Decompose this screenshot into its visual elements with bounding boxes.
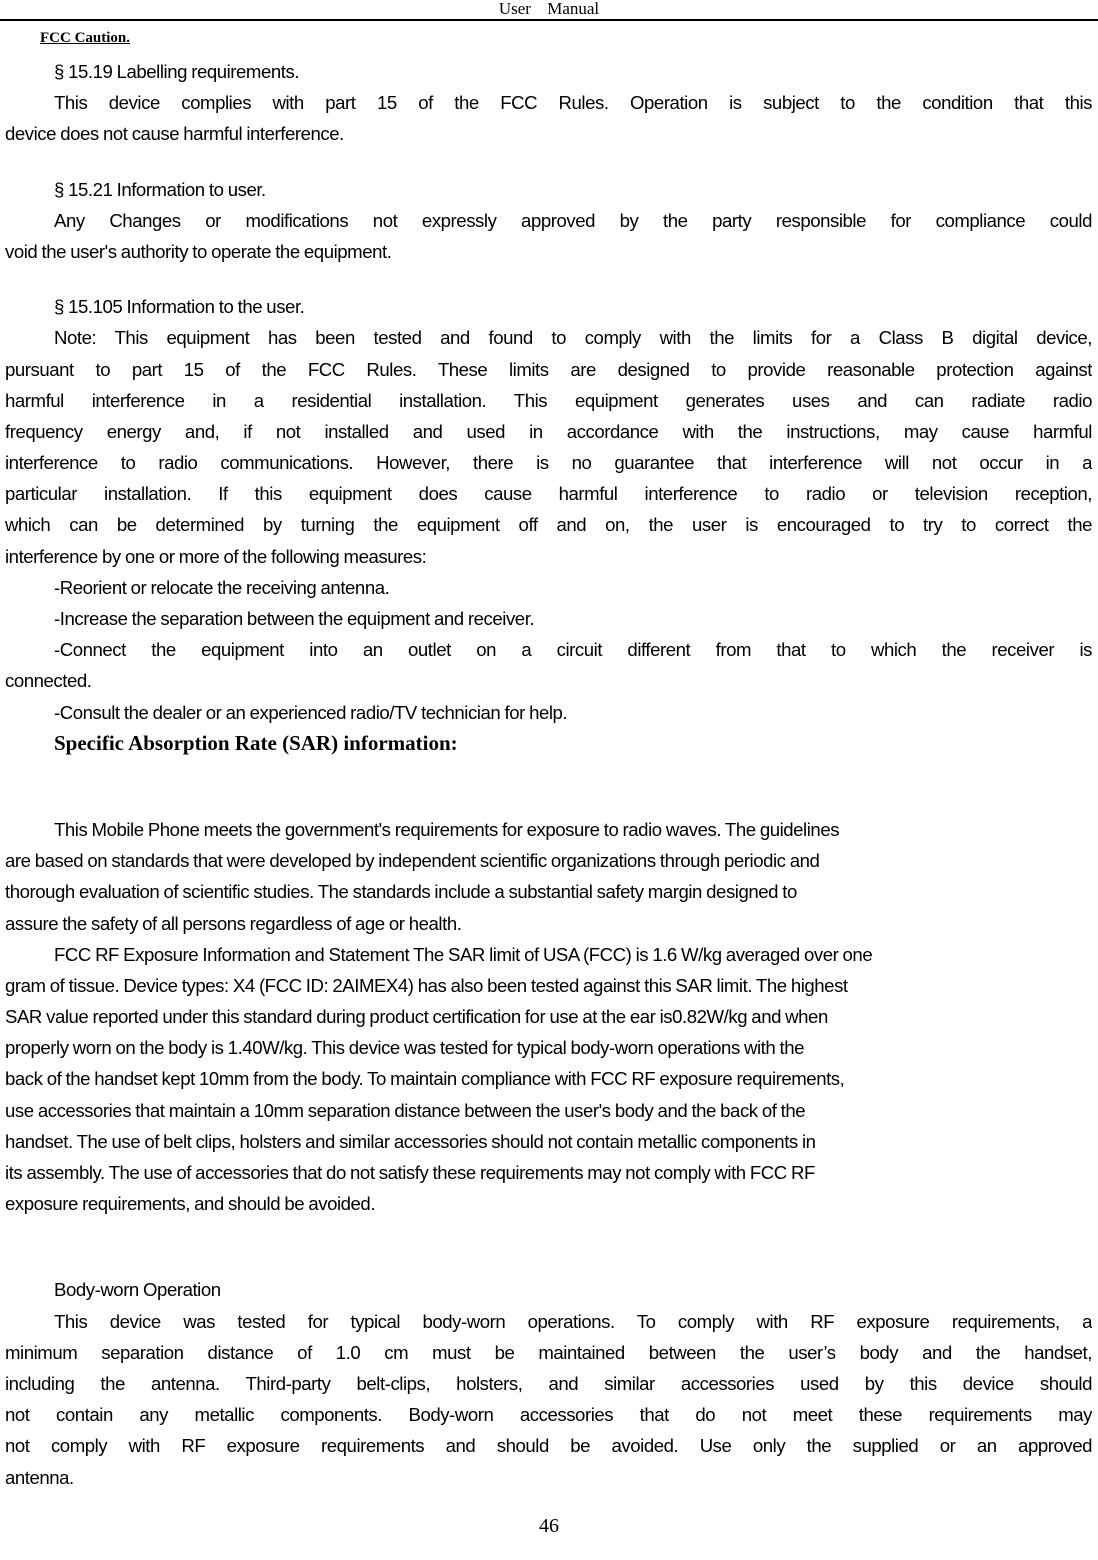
text-line: frequency energy and, if not installed and used in accordance with the instructions, may cause harmful (5, 420, 1092, 442)
text-line: thorough evaluation of scientific studies. The standards include a substantial safety margin designed to (5, 881, 797, 903)
page-number: 46 (539, 1515, 559, 1537)
text-line: its assembly. The use of accessories that do not satisfy these requirements may not comply with FCC RF (5, 1162, 815, 1183)
text-line: back of the handset kept 10mm from the body. To maintain compliance with FCC RF exposure requirements, (5, 1068, 845, 1090)
text-line: -Increase the separation between the equipment and receiver. (54, 608, 535, 629)
text-line: minimum separation distance of 1.0 cm must be maintained between the user’s body and the handset, (5, 1341, 1092, 1363)
text-line: device does not cause harmful interference. (5, 123, 344, 145)
text-line: § 15.19 Labelling requirements. (54, 61, 300, 82)
text-line: which can be determined by turning the equipment off and on, the user is encouraged to try to correct the (5, 514, 1092, 536)
text-line: are based on standards that were developed by independent scientific organizations through periodic and (5, 850, 820, 872)
text-line: Any Changes or modifications not expressly approved by the party responsible for compliance could (54, 209, 1092, 231)
text-line: including the antenna. Third-party belt-clips, holsters, and similar accessories used by this device should (5, 1372, 1092, 1394)
text-line: This Mobile Phone meets the government's requirements for exposure to radio waves. The guidelines (54, 818, 840, 840)
blank-line (5, 1219, 1092, 1274)
header-manual: Manual (547, 0, 600, 18)
text-line: § 15.105 Information to the user. (54, 296, 305, 318)
text-line: § 15.21 Information to user. (54, 178, 266, 200)
text-line: This device complies with part 15 of the FCC Rules. Operation is subject to the condition that this (54, 92, 1092, 114)
header-user: User (498, 0, 531, 18)
document-body (5, 56, 1092, 1493)
text-line: gram of tissue. Device types: X4 (FCC ID: 2AIMEX4) has also been tested against this SAR limit. The highest (5, 974, 848, 996)
text-line: use accessories that maintain a 10mm separation distance between the user's body and the back of the (5, 1099, 806, 1121)
text-line: properly worn on the body is 1.40W/kg. This device was tested for typical body-worn operations with the (5, 1037, 804, 1059)
text-line: not contain any metallic components. Body-worn accessories that do not meet these requirements may (5, 1404, 1092, 1426)
text-line: interference by one or more of the following measures: (5, 545, 427, 567)
text-line: pursuant to part 15 of the FCC Rules. These limits are designed to provide reasonable protection against (5, 358, 1092, 380)
text-line: connected. (5, 670, 92, 692)
text-line: SAR value reported under this standard during product certification for use at the ear is0.82W/kg and when (5, 1006, 828, 1028)
text-line: Body-worn Operation (54, 1279, 221, 1301)
text-line: assure the safety of all persons regardless of age or health. (5, 912, 462, 934)
text-line: This device was tested for typical body-worn operations. To comply with RF exposure requirements, a (54, 1310, 1092, 1332)
header-rule (0, 19, 1098, 21)
text-line: handset. The use of belt clips, holsters and similar accessories should not contain metallic components in (5, 1130, 816, 1152)
text-line: -Reorient or relocate the receiving antenna. (54, 576, 390, 598)
text-line: particular installation. If this equipment does cause harmful interference to radio or television reception, (5, 483, 1092, 505)
fcc-caution-title: FCC Caution. (40, 30, 131, 46)
running-header (0, 0, 1098, 18)
text-line: exposure requirements, and should be avoided. (5, 1193, 376, 1215)
text-line: void the user's authority to operate the equipment. (5, 240, 392, 262)
sar-heading: Specific Absorption Rate (SAR) information: (54, 730, 458, 755)
blank-line (5, 150, 1092, 174)
text-line: -Consult the dealer or an experienced radio/TV technician for help. (54, 701, 568, 723)
blank-line (5, 267, 1092, 291)
text-line: interference to radio communications. However, there is no guarantee that interference will not occur in a (5, 452, 1092, 474)
text-line: harmful interference in a residential installation. This equipment generates uses and can radiate radio (5, 389, 1092, 411)
blank-line (5, 759, 1092, 814)
text-line: not comply with RF exposure requirements and should be avoided. Use only the supplied or an approved (5, 1435, 1092, 1457)
text-line: -Connect the equipment into an outlet on a circuit different from that to which the receiver is (54, 639, 1092, 661)
text-line: Note: This equipment has been tested and found to comply with the limits for a Class B digital device, (54, 327, 1092, 349)
text-line: antenna. (5, 1466, 74, 1488)
text-line: FCC RF Exposure Information and Statement The SAR limit of USA (FCC) is 1.6 W/kg averaged over one (54, 943, 873, 965)
